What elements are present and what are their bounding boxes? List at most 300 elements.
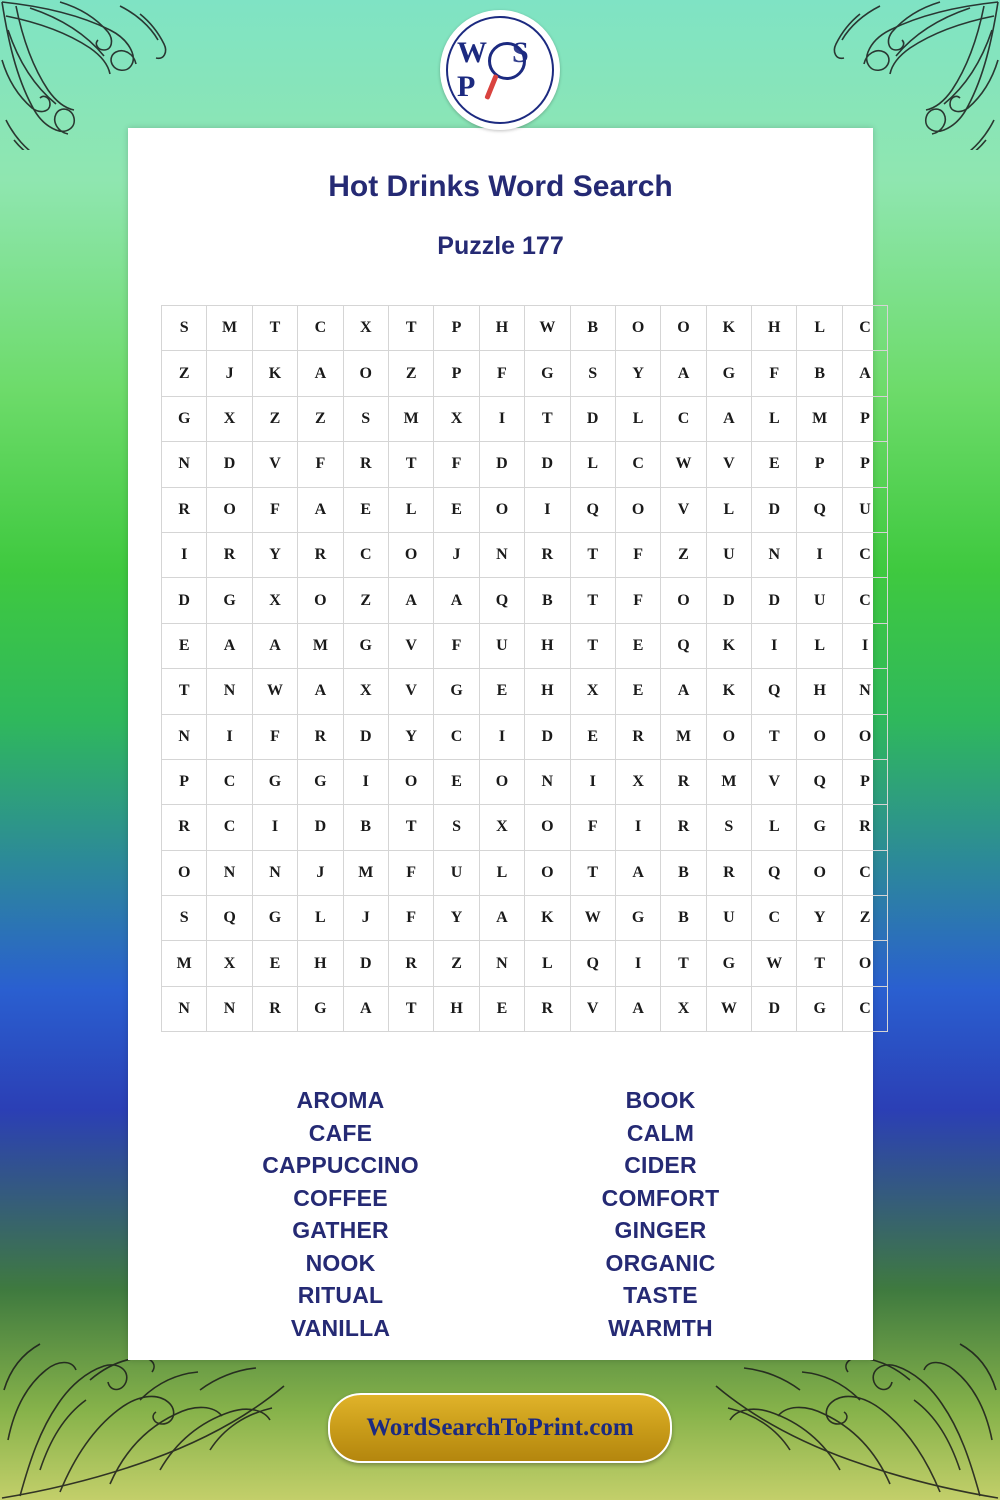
grid-cell: F [252,487,297,532]
word-list-item: WARMTH [608,1314,713,1341]
grid-cell: D [752,986,797,1031]
grid-cell: T [388,306,433,351]
grid-cell: T [797,941,842,986]
grid-cell: N [162,986,207,1031]
grid-cell: I [162,532,207,577]
grid-cell: O [343,351,388,396]
grid-cell: O [842,714,887,759]
grid-row [162,850,888,895]
grid-cell: F [479,351,524,396]
grid-cell: E [752,442,797,487]
grid-cell: K [252,351,297,396]
grid-cell: B [661,850,706,895]
grid-cell: G [252,896,297,941]
word-list-item: TASTE [623,1282,698,1309]
grid-cell: C [661,396,706,441]
grid-cell: R [298,714,343,759]
grid-cell: F [298,442,343,487]
grid-cell: O [525,805,570,850]
grid-cell: E [434,759,479,804]
grid-cell: T [752,714,797,759]
grid-cell: J [298,850,343,895]
word-list-item: GATHER [292,1217,389,1244]
grid-cell: F [615,532,660,577]
grid-cell: E [479,986,524,1031]
grid-cell: G [797,805,842,850]
grid-cell: B [525,578,570,623]
grid-cell: N [752,532,797,577]
grid-cell: X [252,578,297,623]
grid-cell: I [479,714,524,759]
grid-cell: V [252,442,297,487]
grid-cell: C [207,759,252,804]
grid-row [162,396,888,441]
grid-cell: W [525,306,570,351]
grid-cell: K [706,669,751,714]
grid-cell: M [797,396,842,441]
grid-cell: V [570,986,615,1031]
grid-cell: G [706,941,751,986]
grid-cell: N [479,941,524,986]
word-list-item: COFFEE [293,1184,388,1211]
grid-cell: I [615,941,660,986]
grid-cell: R [661,759,706,804]
grid-cell: M [162,941,207,986]
grid-cell: Q [797,487,842,532]
grid-cell: B [343,805,388,850]
grid-cell: L [706,487,751,532]
grid-cell: D [706,578,751,623]
grid-cell: H [752,306,797,351]
grid-cell: A [388,578,433,623]
grid-cell: T [252,306,297,351]
grid-cell: A [615,986,660,1031]
grid-cell: Q [752,850,797,895]
grid-cell: O [615,306,660,351]
word-list-item: GINGER [614,1217,707,1244]
grid-cell: D [525,714,570,759]
grid-cell: A [343,986,388,1031]
letter-grid-table [161,305,888,1032]
grid-cell: Q [570,487,615,532]
grid-cell: Z [162,351,207,396]
grid-cell: U [434,850,479,895]
word-search-grid [161,305,872,1032]
grid-cell: S [570,351,615,396]
grid-cell: R [298,532,343,577]
grid-cell: M [298,623,343,668]
grid-row [162,532,888,577]
grid-cell: X [479,805,524,850]
grid-cell: C [842,306,887,351]
page-title: Hot Drinks Word Search [328,170,673,203]
grid-cell: L [797,623,842,668]
grid-cell: O [162,850,207,895]
grid-cell: Q [479,578,524,623]
grid-cell: V [706,442,751,487]
grid-cell: F [434,442,479,487]
grid-cell: C [842,986,887,1031]
grid-cell: N [842,669,887,714]
grid-cell: W [752,941,797,986]
grid-row [162,351,888,396]
grid-cell: D [343,714,388,759]
grid-cell: P [434,306,479,351]
grid-cell: G [343,623,388,668]
grid-cell: V [388,669,433,714]
grid-cell: P [842,759,887,804]
grid-cell: P [842,442,887,487]
grid-cell: R [615,714,660,759]
grid-cell: V [752,759,797,804]
grid-cell: T [388,805,433,850]
grid-cell: R [343,442,388,487]
grid-cell: O [298,578,343,623]
grid-cell: G [162,396,207,441]
grid-cell: C [842,850,887,895]
grid-cell: A [661,669,706,714]
grid-cell: E [570,714,615,759]
grid-row [162,896,888,941]
grid-cell: O [615,487,660,532]
puzzle-number: Puzzle 177 [437,232,564,260]
grid-cell: S [706,805,751,850]
grid-cell: X [434,396,479,441]
grid-cell: S [162,306,207,351]
grid-cell: M [343,850,388,895]
grid-cell: Z [661,532,706,577]
word-list [191,1084,811,1344]
grid-cell: C [434,714,479,759]
grid-cell: R [661,805,706,850]
grid-cell: T [570,532,615,577]
grid-cell: H [797,669,842,714]
grid-cell: Z [434,941,479,986]
grid-cell: N [162,714,207,759]
grid-row [162,759,888,804]
grid-cell: E [434,487,479,532]
grid-cell: P [434,351,479,396]
grid-cell: G [615,896,660,941]
grid-cell: D [570,396,615,441]
grid-cell: T [661,941,706,986]
grid-cell: D [298,805,343,850]
grid-cell: H [434,986,479,1031]
word-list-item: VANILLA [290,1314,391,1341]
grid-cell: Z [252,396,297,441]
grid-row [162,714,888,759]
grid-cell: Y [797,896,842,941]
grid-cell: X [207,941,252,986]
grid-cell: J [343,896,388,941]
word-list-item: CALM [626,1119,695,1146]
website-url-label: WordSearchToPrint.com [366,1414,634,1441]
grid-cell: Y [252,532,297,577]
word-list-item: BOOK [625,1087,696,1114]
grid-cell: O [207,487,252,532]
grid-cell: A [706,396,751,441]
grid-cell: T [162,669,207,714]
word-list-column-left [191,1084,491,1344]
grid-cell: D [525,442,570,487]
grid-cell: H [298,941,343,986]
grid-cell: F [252,714,297,759]
grid-cell: S [162,896,207,941]
grid-cell: A [479,896,524,941]
grid-cell: B [797,351,842,396]
grid-cell: D [343,941,388,986]
grid-cell: Z [298,396,343,441]
grid-cell: C [343,532,388,577]
grid-cell: X [343,306,388,351]
grid-cell: D [479,442,524,487]
grid-cell: H [525,669,570,714]
grid-cell: G [298,986,343,1031]
grid-cell: D [752,578,797,623]
grid-cell: I [797,532,842,577]
grid-cell: T [388,986,433,1031]
grid-cell: O [706,714,751,759]
grid-cell: O [388,532,433,577]
grid-cell: K [706,306,751,351]
grid-cell: R [525,986,570,1031]
grid-row [162,623,888,668]
grid-cell: R [252,986,297,1031]
grid-cell: R [842,805,887,850]
grid-cell: D [207,442,252,487]
grid-cell: V [388,623,433,668]
grid-cell: T [388,442,433,487]
grid-cell: F [434,623,479,668]
grid-cell: T [570,578,615,623]
grid-cell: F [752,351,797,396]
grid-cell: L [615,396,660,441]
grid-cell: A [661,351,706,396]
grid-cell: U [797,578,842,623]
grid-cell: L [479,850,524,895]
word-list-column-right [511,1084,811,1344]
grid-cell: Q [797,759,842,804]
grid-cell: M [207,306,252,351]
grid-cell: N [207,986,252,1031]
word-list-item: AROMA [296,1087,385,1114]
grid-cell: K [706,623,751,668]
grid-cell: N [525,759,570,804]
grid-cell: L [388,487,433,532]
grid-cell: M [706,759,751,804]
grid-row [162,941,888,986]
grid-cell: L [752,805,797,850]
grid-cell: D [752,487,797,532]
grid-cell: I [570,759,615,804]
grid-cell: A [252,623,297,668]
grid-row [162,442,888,487]
grid-cell: A [842,351,887,396]
grid-cell: E [343,487,388,532]
grid-cell: R [162,805,207,850]
logo-letters: W S P [457,36,538,103]
grid-cell: P [797,442,842,487]
grid-cell: L [298,896,343,941]
grid-cell: L [570,442,615,487]
grid-row [162,805,888,850]
grid-cell: G [298,759,343,804]
grid-row [162,986,888,1031]
grid-cell: R [207,532,252,577]
word-list-item: ORGANIC [605,1249,716,1276]
grid-cell: Q [570,941,615,986]
grid-cell: I [615,805,660,850]
grid-cell: A [615,850,660,895]
word-list-item: COMFORT [601,1184,720,1211]
grid-cell: N [207,669,252,714]
grid-cell: O [661,578,706,623]
grid-row [162,306,888,351]
grid-cell: C [842,578,887,623]
grid-cell: U [706,896,751,941]
grid-cell: I [343,759,388,804]
word-list-item: CIDER [624,1152,697,1179]
grid-cell: T [570,850,615,895]
grid-cell: Z [842,896,887,941]
grid-cell: G [525,351,570,396]
grid-cell: U [706,532,751,577]
grid-cell: O [479,487,524,532]
grid-cell: Q [207,896,252,941]
site-logo [440,10,560,130]
grid-cell: X [343,669,388,714]
grid-cell: B [661,896,706,941]
puzzle-sheet [128,128,873,1360]
grid-cell: F [388,850,433,895]
grid-cell: O [661,306,706,351]
grid-cell: Z [343,578,388,623]
grid-cell: G [252,759,297,804]
grid-cell: U [842,487,887,532]
grid-cell: R [388,941,433,986]
grid-cell: Q [661,623,706,668]
grid-cell: C [207,805,252,850]
grid-cell: D [162,578,207,623]
grid-cell: K [525,896,570,941]
grid-cell: I [252,805,297,850]
grid-cell: A [298,351,343,396]
grid-cell: I [752,623,797,668]
grid-cell: U [479,623,524,668]
grid-cell: O [479,759,524,804]
grid-cell: I [842,623,887,668]
grid-cell: L [752,396,797,441]
grid-cell: H [479,306,524,351]
grid-cell: W [570,896,615,941]
grid-cell: T [525,396,570,441]
grid-cell: F [570,805,615,850]
grid-cell: A [434,578,479,623]
grid-cell: Q [752,669,797,714]
grid-cell: M [661,714,706,759]
grid-cell: O [797,850,842,895]
grid-cell: R [162,487,207,532]
grid-cell: P [842,396,887,441]
website-badge[interactable] [328,1393,672,1463]
grid-cell: P [162,759,207,804]
grid-cell: V [661,487,706,532]
grid-cell: R [525,532,570,577]
word-list-item: CAPPUCCINO [262,1152,419,1179]
grid-cell: E [162,623,207,668]
grid-cell: J [207,351,252,396]
grid-cell: I [525,487,570,532]
grid-cell: R [706,850,751,895]
grid-cell: F [615,578,660,623]
grid-cell: Z [388,351,433,396]
grid-cell: E [615,669,660,714]
grid-cell: W [706,986,751,1031]
grid-cell: L [797,306,842,351]
grid-cell: I [207,714,252,759]
logo-circle [446,16,554,124]
grid-cell: C [842,532,887,577]
grid-cell: Y [388,714,433,759]
grid-cell: O [842,941,887,986]
grid-cell: X [207,396,252,441]
grid-cell: G [797,986,842,1031]
grid-cell: L [525,941,570,986]
grid-cell: G [434,669,479,714]
word-list-item: NOOK [305,1249,376,1276]
grid-cell: J [434,532,479,577]
grid-cell: Y [434,896,479,941]
grid-cell: C [752,896,797,941]
grid-cell: O [388,759,433,804]
grid-cell: Y [615,351,660,396]
grid-cell: O [525,850,570,895]
grid-row [162,487,888,532]
grid-cell: O [797,714,842,759]
grid-cell: X [615,759,660,804]
grid-cell: N [252,850,297,895]
grid-cell: N [162,442,207,487]
grid-cell: E [479,669,524,714]
grid-row [162,669,888,714]
grid-cell: F [388,896,433,941]
grid-cell: X [570,669,615,714]
grid-cell: A [298,669,343,714]
grid-row [162,578,888,623]
word-list-item: CAFE [308,1119,373,1146]
grid-cell: T [570,623,615,668]
grid-cell: A [207,623,252,668]
grid-cell: S [343,396,388,441]
grid-cell: I [479,396,524,441]
grid-cell: S [434,805,479,850]
grid-cell: M [388,396,433,441]
grid-cell: G [706,351,751,396]
grid-cell: E [615,623,660,668]
grid-cell: C [615,442,660,487]
grid-cell: A [298,487,343,532]
grid-cell: N [207,850,252,895]
grid-cell: W [252,669,297,714]
grid-cell: N [479,532,524,577]
grid-cell: X [661,986,706,1031]
word-list-item: RITUAL [297,1282,384,1309]
grid-cell: W [661,442,706,487]
grid-cell: B [570,306,615,351]
grid-cell: C [298,306,343,351]
grid-cell: H [525,623,570,668]
grid-cell: E [252,941,297,986]
